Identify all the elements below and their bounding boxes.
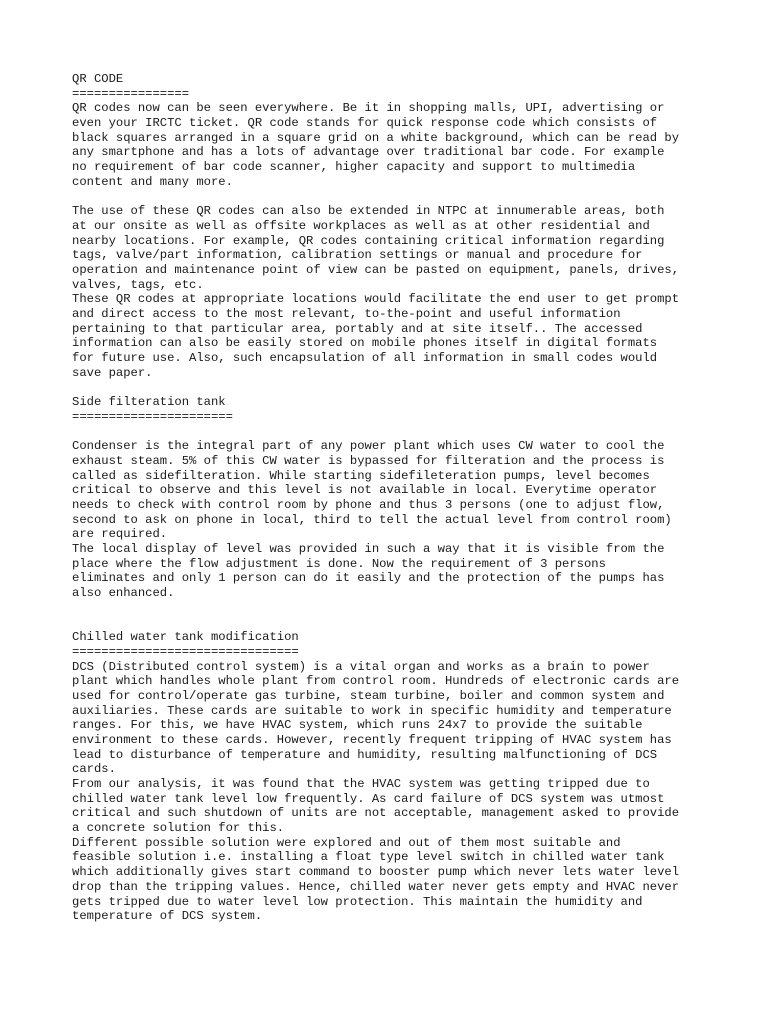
text-line: The use of these QR codes can also be extended in NTPC at innumerable areas, both bbox=[72, 204, 665, 219]
text-line: feasible solution i.e. installing a float type level switch in chilled water tank bbox=[72, 850, 665, 865]
heading-underline: ====================== bbox=[72, 409, 233, 424]
text-line: exhaust steam. 5% of this CW water is bypassed for filteration and the process is bbox=[72, 453, 665, 468]
text-line: These QR codes at appropriate locations would facilitate the end user to get prompt bbox=[72, 292, 680, 307]
text-line: cards. bbox=[72, 762, 116, 777]
blank-line bbox=[72, 190, 712, 205]
text-line: called as sidefilteration. While starting sidefileteration pumps, level becomes bbox=[72, 468, 650, 483]
text-line: From our analysis, it was found that the HVAC system was getting tripped due to bbox=[72, 777, 650, 791]
text-line: used for control/operate gas turbine, steam turbine, boiler and common system and bbox=[72, 688, 665, 703]
text-line: any smartphone and has a lots of advantage over traditional bar code. For example bbox=[72, 145, 665, 160]
blank-line bbox=[72, 425, 712, 440]
text-line: gets tripped due to water level low protection. This maintain the humidity and bbox=[72, 894, 643, 909]
text-line: QR codes now can be seen everywhere. Be it in shopping malls, UPI, advertising or bbox=[72, 101, 665, 116]
heading-underline: =============================== bbox=[72, 644, 299, 659]
text-line: second to ask on phone in local, third to tell the actual level from control room) bbox=[72, 512, 672, 527]
text-line: ranges. For this, we have HVAC system, which runs 24x7 to provide the suitable bbox=[72, 718, 643, 733]
text-line: environment to these cards. However, recently frequent tripping of HVAC system has bbox=[72, 732, 672, 747]
text-line: also enhanced. bbox=[72, 586, 175, 601]
text-line: no requirement of bar code scanner, higher capacity and support to multimedia bbox=[72, 160, 636, 175]
text-line: The local display of level was provided in such a way that it is visible from the bbox=[72, 542, 665, 556]
heading-underline: ================ bbox=[72, 86, 190, 101]
text-line: content and many more. bbox=[72, 174, 233, 189]
text-line: lead to disturbance of temperature and humidity, resulting malfunctioning of DCS bbox=[72, 747, 658, 762]
paragraph bbox=[72, 439, 712, 601]
text-line: Different possible solution were explored and out of them most suitable and bbox=[72, 835, 621, 850]
text-line: for future use. Also, such encapsulation of all information in small codes would bbox=[72, 351, 658, 366]
paragraph bbox=[72, 660, 712, 924]
section-heading-qr-code: QR CODE bbox=[72, 72, 124, 86]
text-line: nearby locations. For example, QR codes containing critical information regarding bbox=[72, 233, 665, 248]
paragraph bbox=[72, 101, 712, 189]
text-line: operation and maintenance point of view can be pasted on equipment, panels, drives, bbox=[72, 262, 680, 277]
text-line: chilled water tank level low frequently. As card failure of DCS system was utmost bbox=[72, 791, 665, 806]
text-line: are required. bbox=[72, 527, 168, 542]
text-line: temperature of DCS system. bbox=[72, 909, 263, 924]
section-heading-side-filteration-tank: Side filteration tank bbox=[72, 395, 226, 410]
blank-line bbox=[72, 601, 712, 616]
text-line: at our onsite as well as offsite workplaces as well as at other residential and bbox=[72, 218, 650, 233]
text-line: even your IRCTC ticket. QR code stands for quick response code which consists of bbox=[72, 116, 658, 131]
text-line: save paper. bbox=[72, 365, 153, 380]
text-line: which additionally gives start command to booster pump which never lets water level bbox=[72, 865, 680, 880]
text-line: drop than the tripping values. Hence, chilled water never gets empty and HVAC never bbox=[72, 879, 680, 894]
blank-line bbox=[72, 380, 712, 395]
document-page bbox=[72, 72, 712, 924]
section-heading-chilled-water-tank: Chilled water tank modification bbox=[72, 630, 299, 645]
text-line: eliminates and only 1 person can do it easily and the protection of the pumps has bbox=[72, 571, 665, 586]
paragraph bbox=[72, 204, 712, 380]
text-line: and direct access to the most relevant, to-the-point and useful information bbox=[72, 307, 621, 321]
text-line: place where the flow adjustment is done. Now the requirement of 3 persons bbox=[72, 556, 606, 571]
blank-line bbox=[72, 615, 712, 630]
text-line: pertaining to that particular area, portably and at site itself.. The accessed bbox=[72, 321, 643, 336]
text-line: black squares arranged in a square grid on a white background, which can be read by bbox=[72, 130, 680, 145]
text-line: a concrete solution for this. bbox=[72, 821, 285, 836]
text-line: DCS (Distributed control system) is a vital organ and works as a brain to power bbox=[72, 659, 650, 674]
text-line: Condenser is the integral part of any power plant which uses CW water to cool the bbox=[72, 439, 665, 454]
text-line: critical and such shutdown of units are not acceptable, management asked to provide bbox=[72, 806, 680, 821]
text-line: tags, valve/part information, calibration settings or manual and procedure for bbox=[72, 248, 643, 263]
text-line: critical to observe and this level is not available in local. Everytime operator bbox=[72, 483, 658, 498]
text-line: auxiliaries. These cards are suitable to work in specific humidity and temperature bbox=[72, 703, 672, 718]
text-line: information can also be easily stored on mobile phones itself in digital formats bbox=[72, 336, 658, 351]
text-line: needs to check with control room by phone and thus 3 persons (one to adjust flow, bbox=[72, 497, 665, 512]
text-line: plant which handles whole plant from control room. Hundreds of electronic cards are bbox=[72, 674, 680, 689]
text-line: valves, tags, etc. bbox=[72, 277, 204, 292]
